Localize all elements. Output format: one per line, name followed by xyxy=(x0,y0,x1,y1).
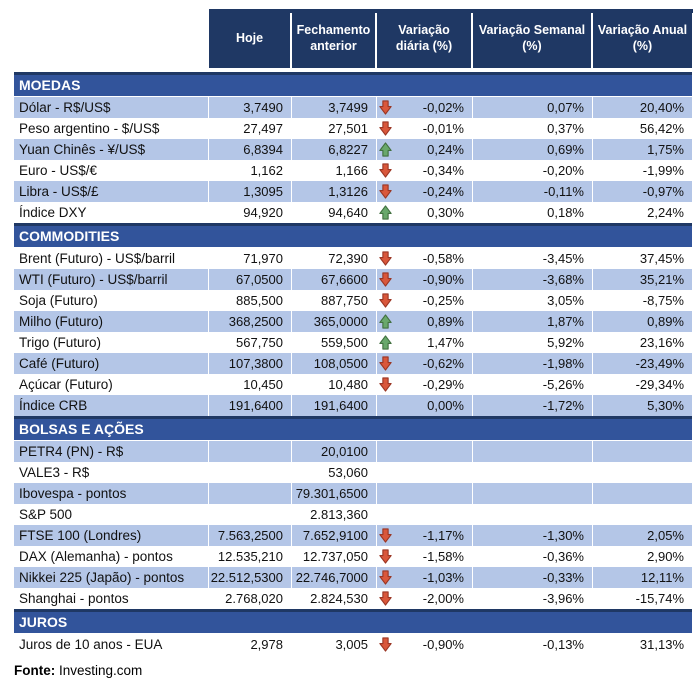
asset-label: WTI (Futuro) - US$/barril xyxy=(14,269,209,290)
variation-weekly: -0,33% xyxy=(473,567,593,588)
column-header-row xyxy=(209,9,698,68)
variation-weekly: -5,26% xyxy=(473,374,593,395)
variation-annual: 35,21% xyxy=(639,272,684,287)
variation-annual: 5,30% xyxy=(647,398,684,413)
value-fechamento-anterior: 27,501 xyxy=(292,118,377,139)
variation-daily xyxy=(399,441,472,462)
asset-label: Ibovespa - pontos xyxy=(14,483,209,504)
value-fechamento-anterior: 365,0000 xyxy=(292,311,377,332)
variation-weekly: 0,37% xyxy=(473,118,593,139)
arrow-up-icon xyxy=(377,202,399,223)
value-fechamento-anterior: 3,7499 xyxy=(292,97,377,118)
variation-annual: -15,74% xyxy=(635,591,684,606)
value-fechamento-anterior: 53,060 xyxy=(292,462,377,483)
variation-daily-cell xyxy=(377,290,473,311)
variation-daily: -0,34% xyxy=(422,163,464,178)
table-row xyxy=(14,483,692,504)
table-row xyxy=(14,97,692,118)
value-fechamento-anterior: 2.824,530 xyxy=(292,588,377,609)
no-change-icon xyxy=(377,395,399,416)
variation-daily: -0,01% xyxy=(422,121,464,136)
table-body xyxy=(14,72,692,655)
asset-label: Yuan Chinês - ¥/US$ xyxy=(14,139,209,160)
value-fechamento-anterior: 72,390 xyxy=(292,248,377,269)
value-fechamento-anterior: 191,6400 xyxy=(292,395,377,416)
table-row xyxy=(14,504,692,525)
no-change-icon xyxy=(377,441,399,462)
variation-weekly xyxy=(473,483,593,504)
variation-daily-cell xyxy=(377,353,473,374)
variation-daily xyxy=(399,483,472,504)
variation-daily: 0,89% xyxy=(427,314,464,329)
asset-label: Milho (Futuro) xyxy=(14,311,209,332)
asset-label: Índice DXY xyxy=(14,202,209,223)
variation-annual xyxy=(593,504,692,525)
variation-weekly xyxy=(473,441,593,462)
column-header-variacao-diaria: Variação diária (%) xyxy=(377,9,473,68)
table-row xyxy=(14,588,692,609)
variation-daily-cell xyxy=(377,634,473,655)
variation-weekly: 5,92% xyxy=(473,332,593,353)
variation-daily-cell xyxy=(377,525,473,546)
variation-daily: 0,24% xyxy=(427,142,464,157)
asset-label: Libra - US$/£ xyxy=(14,181,209,202)
arrow-down-icon xyxy=(377,353,399,374)
variation-daily: -0,62% xyxy=(422,356,464,371)
no-change-icon xyxy=(377,483,399,504)
value-hoje: 3,7490 xyxy=(209,97,292,118)
table-row xyxy=(14,441,692,462)
variation-annual: 56,42% xyxy=(639,121,684,136)
value-hoje: 94,920 xyxy=(209,202,292,223)
variation-daily: -0,90% xyxy=(422,637,464,652)
top-border-strip xyxy=(209,9,693,13)
variation-weekly xyxy=(473,462,593,483)
value-hoje: 2,978 xyxy=(209,634,292,655)
value-fechamento-anterior: 10,480 xyxy=(292,374,377,395)
variation-weekly: -3,96% xyxy=(473,588,593,609)
arrow-down-icon xyxy=(377,160,399,181)
variation-daily-cell xyxy=(377,374,473,395)
value-fechamento-anterior: 94,640 xyxy=(292,202,377,223)
value-hoje: 22.512,5300 xyxy=(209,567,292,588)
financial-market-table xyxy=(0,9,698,677)
table-row xyxy=(14,160,692,181)
value-hoje: 7.563,2500 xyxy=(209,525,292,546)
variation-annual: 2,24% xyxy=(647,205,684,220)
value-hoje: 107,3800 xyxy=(209,353,292,374)
value-fechamento-anterior: 1,3126 xyxy=(292,181,377,202)
variation-daily-cell xyxy=(377,202,473,223)
no-change-icon xyxy=(377,504,399,525)
table-row xyxy=(14,311,692,332)
asset-label: Café (Futuro) xyxy=(14,353,209,374)
value-fechamento-anterior: 1,166 xyxy=(292,160,377,181)
asset-label: Dólar - R$/US$ xyxy=(14,97,209,118)
value-fechamento-anterior: 7.652,9100 xyxy=(292,525,377,546)
asset-label: Brent (Futuro) - US$/barril xyxy=(14,248,209,269)
source-value: Investing.com xyxy=(59,663,143,678)
value-hoje xyxy=(209,504,292,525)
variation-annual: 20,40% xyxy=(639,100,684,115)
variation-daily-cell xyxy=(377,160,473,181)
variation-daily-cell xyxy=(377,332,473,353)
variation-annual: 1,75% xyxy=(647,142,684,157)
table-row xyxy=(14,546,692,567)
value-fechamento-anterior: 79.301,6500 xyxy=(292,483,377,504)
table-row xyxy=(14,462,692,483)
variation-annual xyxy=(593,441,692,462)
arrow-down-icon xyxy=(377,118,399,139)
variation-daily-cell xyxy=(377,567,473,588)
variation-weekly: 3,05% xyxy=(473,290,593,311)
table-row xyxy=(14,118,692,139)
variation-daily-cell xyxy=(377,311,473,332)
variation-daily: 0,00% xyxy=(427,398,464,413)
variation-daily xyxy=(399,462,472,483)
value-fechamento-anterior: 67,6600 xyxy=(292,269,377,290)
variation-weekly: 0,07% xyxy=(473,97,593,118)
asset-label: Trigo (Futuro) xyxy=(14,332,209,353)
column-header-variacao-anual: Variação Anual (%) xyxy=(593,9,692,68)
asset-label: Juros de 10 anos - EUA xyxy=(14,634,209,655)
variation-daily-cell xyxy=(377,97,473,118)
value-fechamento-anterior: 3,005 xyxy=(292,634,377,655)
arrow-down-icon xyxy=(377,634,399,655)
asset-label: S&P 500 xyxy=(14,504,209,525)
value-hoje xyxy=(209,441,292,462)
table-row xyxy=(14,181,692,202)
table-row xyxy=(14,634,692,655)
variation-weekly: -0,13% xyxy=(473,634,593,655)
value-hoje: 10,450 xyxy=(209,374,292,395)
asset-label: VALE3 - R$ xyxy=(14,462,209,483)
arrow-down-icon xyxy=(377,588,399,609)
table-row xyxy=(14,139,692,160)
variation-weekly: -1,98% xyxy=(473,353,593,374)
variation-annual: -8,75% xyxy=(642,293,684,308)
variation-weekly xyxy=(473,504,593,525)
variation-weekly: 0,18% xyxy=(473,202,593,223)
value-fechamento-anterior: 6,8227 xyxy=(292,139,377,160)
variation-daily: -0,29% xyxy=(422,377,464,392)
asset-label: Nikkei 225 (Japão) - pontos xyxy=(14,567,209,588)
variation-daily-cell xyxy=(377,546,473,567)
value-hoje: 1,162 xyxy=(209,160,292,181)
arrow-down-icon xyxy=(377,525,399,546)
variation-daily: -0,25% xyxy=(422,293,464,308)
variation-weekly: -0,20% xyxy=(473,160,593,181)
variation-annual: 37,45% xyxy=(639,251,684,266)
variation-weekly: -3,68% xyxy=(473,269,593,290)
asset-label: PETR4 (PN) - R$ xyxy=(14,441,209,462)
column-header-variacao-semanal: Variação Semanal (%) xyxy=(473,9,593,68)
variation-daily-cell xyxy=(377,395,473,416)
variation-daily: -0,02% xyxy=(422,100,464,115)
variation-weekly: 1,87% xyxy=(473,311,593,332)
value-fechamento-anterior: 559,500 xyxy=(292,332,377,353)
variation-daily-cell xyxy=(377,462,473,483)
table-row xyxy=(14,525,692,546)
variation-daily: -2,00% xyxy=(422,591,464,606)
variation-daily-cell xyxy=(377,248,473,269)
asset-label: Índice CRB xyxy=(14,395,209,416)
variation-daily-cell xyxy=(377,269,473,290)
variation-weekly: 0,69% xyxy=(473,139,593,160)
variation-daily: 0,30% xyxy=(427,205,464,220)
variation-annual: -29,34% xyxy=(635,377,684,392)
variation-daily-cell xyxy=(377,483,473,504)
variation-daily: -1,17% xyxy=(422,528,464,543)
value-hoje: 71,970 xyxy=(209,248,292,269)
variation-annual: -0,97% xyxy=(642,184,684,199)
variation-weekly: -1,72% xyxy=(473,395,593,416)
arrow-down-icon xyxy=(377,248,399,269)
variation-annual: 12,11% xyxy=(640,570,684,585)
arrow-down-icon xyxy=(377,546,399,567)
variation-daily-cell xyxy=(377,588,473,609)
variation-daily-cell xyxy=(377,441,473,462)
value-hoje: 27,497 xyxy=(209,118,292,139)
value-hoje: 1,3095 xyxy=(209,181,292,202)
table-row xyxy=(14,567,692,588)
table-row xyxy=(14,202,692,223)
arrow-down-icon xyxy=(377,181,399,202)
value-fechamento-anterior: 108,0500 xyxy=(292,353,377,374)
variation-weekly: -0,11% xyxy=(473,181,593,202)
arrow-down-icon xyxy=(377,374,399,395)
value-hoje: 885,500 xyxy=(209,290,292,311)
value-fechamento-anterior: 2.813,360 xyxy=(292,504,377,525)
table-row xyxy=(14,290,692,311)
section-header-moedas: MOEDAS xyxy=(14,72,692,97)
source-line xyxy=(14,663,698,678)
value-fechamento-anterior: 22.746,7000 xyxy=(292,567,377,588)
value-hoje: 2.768,020 xyxy=(209,588,292,609)
table-row xyxy=(14,332,692,353)
value-hoje: 191,6400 xyxy=(209,395,292,416)
variation-daily-cell xyxy=(377,139,473,160)
asset-label: Shanghai - pontos xyxy=(14,588,209,609)
arrow-up-icon xyxy=(377,311,399,332)
value-hoje: 368,2500 xyxy=(209,311,292,332)
variation-daily xyxy=(399,504,472,525)
variation-annual: -23,49% xyxy=(635,356,684,371)
arrow-down-icon xyxy=(377,567,399,588)
value-hoje: 6,8394 xyxy=(209,139,292,160)
variation-annual: 0,89% xyxy=(647,314,684,329)
table-row xyxy=(14,353,692,374)
arrow-down-icon xyxy=(377,97,399,118)
variation-weekly: -0,36% xyxy=(473,546,593,567)
column-header-fechamento-anterior: Fechamento anterior xyxy=(292,9,377,68)
arrow-up-icon xyxy=(377,332,399,353)
arrow-down-icon xyxy=(377,269,399,290)
asset-label: FTSE 100 (Londres) xyxy=(14,525,209,546)
table-row xyxy=(14,248,692,269)
table-row xyxy=(14,395,692,416)
variation-annual: 31,13% xyxy=(639,637,684,652)
variation-weekly: -3,45% xyxy=(473,248,593,269)
no-change-icon xyxy=(377,462,399,483)
variation-annual: -1,99% xyxy=(642,163,684,178)
value-hoje: 12.535,210 xyxy=(209,546,292,567)
asset-label: Euro - US$/€ xyxy=(14,160,209,181)
variation-daily-cell xyxy=(377,181,473,202)
variation-daily-cell xyxy=(377,118,473,139)
variation-daily: -1,03% xyxy=(422,570,464,585)
asset-label: DAX (Alemanha) - pontos xyxy=(14,546,209,567)
variation-daily: -1,58% xyxy=(422,549,464,564)
variation-annual: 23,16% xyxy=(639,335,684,350)
source-label: Fonte: xyxy=(14,663,56,678)
value-hoje: 567,750 xyxy=(209,332,292,353)
value-fechamento-anterior: 12.737,050 xyxy=(292,546,377,567)
variation-weekly: -1,30% xyxy=(473,525,593,546)
variation-daily: 1,47% xyxy=(427,335,464,350)
section-header-commodities: COMMODITIES xyxy=(14,223,692,248)
variation-annual: 2,90% xyxy=(647,549,684,564)
asset-label: Peso argentino - $/US$ xyxy=(14,118,209,139)
column-header-hoje: Hoje xyxy=(209,9,292,68)
variation-daily: -0,90% xyxy=(422,272,464,287)
variation-daily-cell xyxy=(377,504,473,525)
arrow-down-icon xyxy=(377,290,399,311)
value-fechamento-anterior: 887,750 xyxy=(292,290,377,311)
variation-daily: -0,24% xyxy=(422,184,464,199)
section-header-juros: JUROS xyxy=(14,609,692,634)
asset-label: Soja (Futuro) xyxy=(14,290,209,311)
value-hoje xyxy=(209,483,292,504)
table-row xyxy=(14,269,692,290)
arrow-up-icon xyxy=(377,139,399,160)
variation-annual xyxy=(593,462,692,483)
variation-annual: 2,05% xyxy=(647,528,684,543)
value-hoje: 67,0500 xyxy=(209,269,292,290)
asset-label: Açúcar (Futuro) xyxy=(14,374,209,395)
section-header-bolsas-e-a-es: BOLSAS E AÇÕES xyxy=(14,416,692,441)
value-fechamento-anterior: 20,0100 xyxy=(292,441,377,462)
variation-annual xyxy=(593,483,692,504)
variation-daily: -0,58% xyxy=(422,251,464,266)
table-row xyxy=(14,374,692,395)
value-hoje xyxy=(209,462,292,483)
